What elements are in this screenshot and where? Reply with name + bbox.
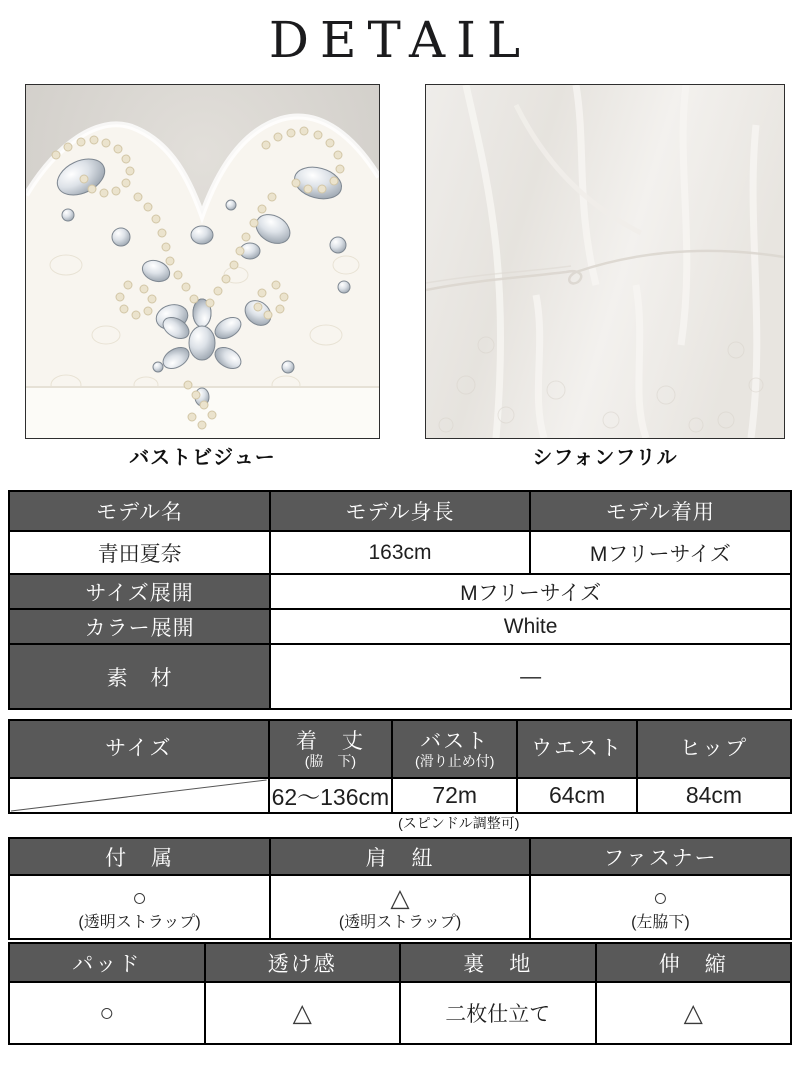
model-name-value: 青田夏奈 xyxy=(9,531,270,574)
model-info-table xyxy=(8,490,792,710)
size-header: サイズ xyxy=(9,720,269,778)
sheerness-value: △ xyxy=(205,982,401,1044)
size-range-value: Mフリーサイズ xyxy=(270,574,791,609)
figure-chiffon-frill xyxy=(425,84,785,470)
fastener-value: ○ (左脇下) xyxy=(530,875,791,939)
attachment-value: ○ (透明ストラップ) xyxy=(9,875,270,939)
length-header: 着 丈 (脇 下) xyxy=(269,720,393,778)
shoulder-strap-value: △ (透明ストラップ) xyxy=(270,875,530,939)
stretch-header: 伸 縮 xyxy=(596,943,792,982)
size-cell-empty-diagonal xyxy=(9,778,269,813)
hip-value: 84cm xyxy=(637,778,791,813)
chiffon-frill-illustration xyxy=(426,85,784,438)
product-photo-bust-bijou xyxy=(25,84,380,439)
stretch-value: △ xyxy=(596,982,792,1044)
sheerness-header: 透け感 xyxy=(205,943,401,982)
photo-row xyxy=(0,84,800,470)
spindle-note: (スピンドル調整可) xyxy=(398,815,520,831)
material-value: — xyxy=(270,644,791,709)
color-range-value: White xyxy=(270,609,791,644)
bust-header: バスト (滑り止め付) xyxy=(392,720,517,778)
model-height-value: 163cm xyxy=(270,531,530,574)
model-wearing-header: モデル着用 xyxy=(530,491,791,531)
bust-value: 72m xyxy=(392,778,517,813)
color-range-label: カラー展開 xyxy=(9,609,270,644)
size-range-label: サイズ展開 xyxy=(9,574,270,609)
waist-header: ウエスト xyxy=(517,720,637,778)
attachment-header: 付 属 xyxy=(9,838,270,875)
size-spec-table xyxy=(8,719,792,814)
model-height-header: モデル身長 xyxy=(270,491,530,531)
fabric-spec-table xyxy=(8,942,792,1045)
diagonal-line xyxy=(10,779,268,812)
caption-bust-bijou: バストビジュー xyxy=(129,447,276,469)
accessory-spec-table xyxy=(8,837,792,940)
pad-value: ○ xyxy=(9,982,205,1044)
length-value: 62〜136cm xyxy=(269,778,393,813)
hip-header: ヒップ xyxy=(637,720,791,778)
figure-bust-bijou xyxy=(25,84,380,470)
pad-header: パッド xyxy=(9,943,205,982)
lining-value: 二枚仕立て xyxy=(400,982,596,1044)
model-name-header: モデル名 xyxy=(9,491,270,531)
lining-header: 裏 地 xyxy=(400,943,596,982)
size-note-row xyxy=(8,814,792,832)
bust-bijou-illustration xyxy=(26,85,379,438)
caption-chiffon-frill: シフォンフリル xyxy=(532,447,678,469)
product-photo-chiffon-frill xyxy=(425,84,785,439)
waist-value: 64cm xyxy=(517,778,637,813)
page-title: DETAIL xyxy=(268,11,532,69)
model-wearing-value: Mフリーサイズ xyxy=(530,531,791,574)
material-label: 素 材 xyxy=(9,644,270,709)
fastener-header: ファスナー xyxy=(530,838,791,875)
shoulder-strap-header: 肩 紐 xyxy=(270,838,530,875)
